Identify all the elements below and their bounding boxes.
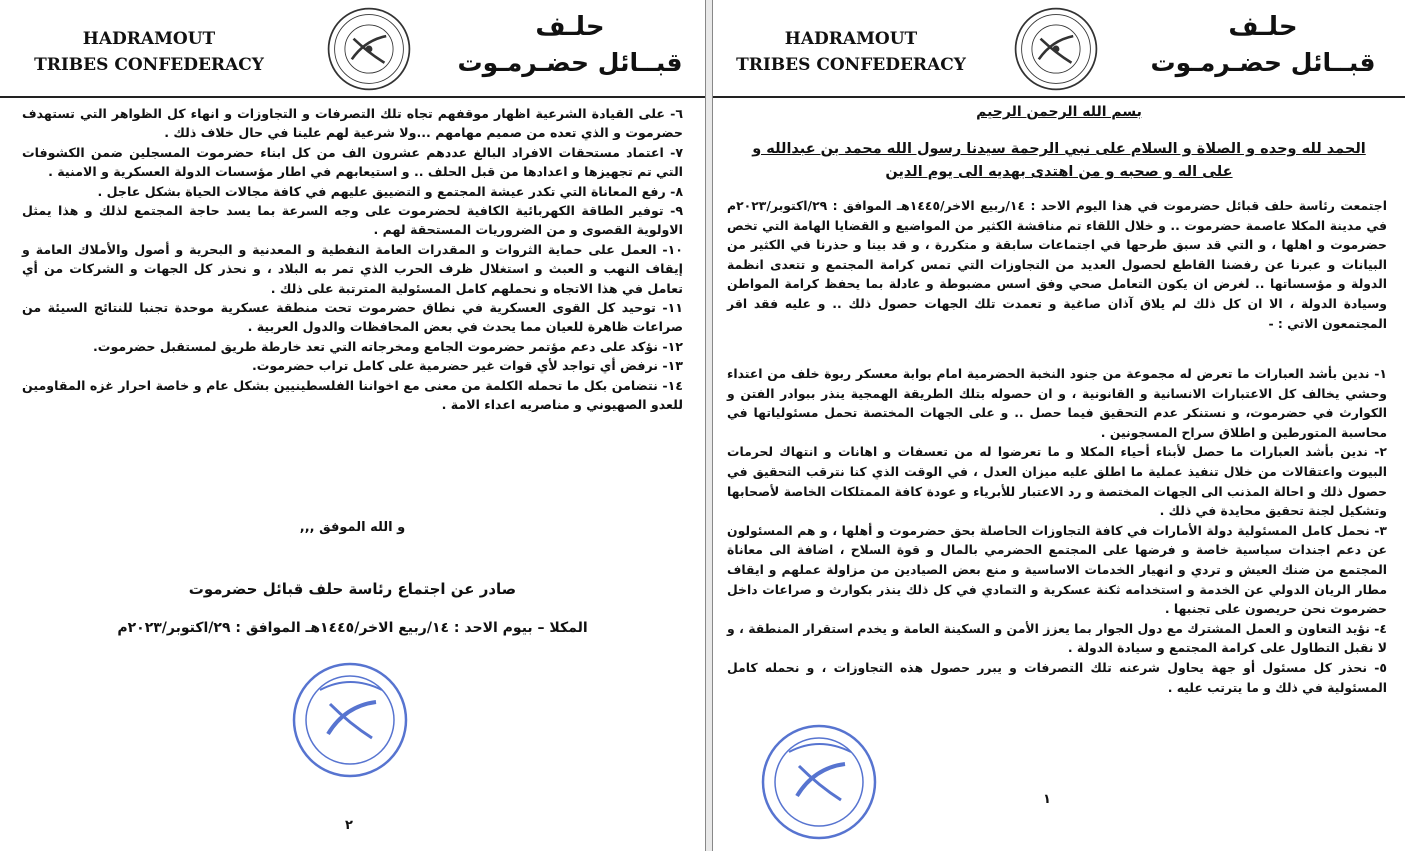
document-page-1: [712, 0, 1405, 851]
resolution-item-9: ٩- توفير الطاقة الكهربائية الكافية لحضرموت على وجه السرعة بما يسد حاجة المجتمع لذلك و هذا يمثل الاولوية القصوى و من الضروريات المستحقة لهم .: [22, 203, 683, 238]
resolution-item-1: ١- ندين بأشد العبارات ما تعرض له مجموعة من جنود النخبة الحضرمية امام بوابة معسكر ربوة خلف من اعتداء وحشي يخالف كل الاعتبارات الانسانية و القانونية ، و ان حصوله بتلك الطريقة الهمجية ينذر ببوادر الفتن و الكوارث في حضرموت، و نستنكر عدم التحقيق فيما حصل .. و على الجهات المختصة تحمل مسئولياتها في محاسبة المتورطين و اطلاق سراح المسجونين .: [727, 366, 1387, 440]
letterhead-arabic-line1: حلـف: [1228, 12, 1298, 42]
letterhead-arabic-line1: حلـف: [535, 12, 605, 42]
resolutions-list-continued: [22, 104, 683, 415]
resolution-item-10: ١٠- العمل على حماية الثروات و المقدرات العامة النفطية و المعدنية و البحرية و أصول والأملاك العامة و إيقاف النهب و العبث و استغلال ظرف الحرب الذي تمر به البلاد ، و نحذر كل الجهات و الشركات من أي تعامل في هذا الاتجاه و نحملهم كامل المسئولية المترتبة على ذلك .: [22, 241, 683, 296]
resolution-item-11: ١١- توحيد كل القوى العسكرية في نطاق حضرموت تحت منطقة عسكرية موحدة تجنبا للنتائج السيئة من صراعات ظاهرة للعيان مما يحدث في بعض المحافظات والدول العربية .: [22, 300, 683, 335]
confederacy-seal-icon: [326, 6, 412, 92]
resolution-item-13: ١٣- نرفض أي تواجد لأي قوات غير حضرمية على كامل تراب حضرموت.: [251, 358, 683, 374]
meeting-intro: اجتمعت رئاسة حلف قبائل حضرموت في هذا اليوم الاحد : ١٤/ربيع الاخر/١٤٤٥هـ الموافق : ٢٩/اكتوبر/٢٠٢٣م في مدينة المكلا عاصمة حضرموت .. و خلال اللقاء تم مناقشة الكثير من المواضيع و القضايا الهامة التي تخص حضرموت و اهلها ، و التي قد سبق طرحها في اجتماعات سابقة و متكررة ، و قد بينا و حذرنا في الكثير من البيانات و عبرنا عن رفضنا القاطع لحصول العديد من التجاوزات التي تمس كرامة المجتمع و تتعدى انظمة الدولة و مؤسساتها .. لغرض ان يكون التعامل صحي وفق اسس مضبوطة و عادلة بما يحفظ كرامة المواطن وسيادة الدولة ، الا ان كل ذلك لم يلاق آذان صاغية و تعمدت تلك الجهات حصول ذلك .. و عليه فقد اقر المجتمعون الاتي : -: [727, 198, 1387, 331]
page-number: ١: [1043, 792, 1051, 807]
resolution-item-8: ٨- رفع المعاناة التي تكدر عيشة المجتمع و التضييق عليهم في كافة مجالات الحياة بشكل عاجل .: [97, 183, 683, 199]
resolutions-list: [727, 364, 1387, 697]
letterhead: [0, 0, 705, 98]
page-number: ٢: [345, 818, 353, 833]
official-stamp-icon: [290, 660, 410, 780]
opening-praise: الحمد لله وحده و الصلاة و السلام على نبي الرحمة سيدنا رسول الله محمد بن عبدالله و على اله و صحبه و من اهتدى بهديه الى يوم الدين: [752, 141, 1366, 180]
letterhead-arabic-line2: قبــائل حضـرمـوت: [457, 48, 683, 77]
letterhead-english: HADRAMOUT TRIBES CONFEDERACY: [34, 29, 264, 75]
basmala: بسم الله الرحمن الرحيم: [976, 104, 1142, 120]
resolution-item-7: ٧- اعتماد مستحقات الافراد البالغ عددهم عشرون الف من كل ابناء حضرموت المسجلين ضمن الكشوفات التي تم تجهيزها و اعدادها من قبل الحلف .. و استيعابهم في اطار مؤسسات الدولة العسكرية و الامنية .: [22, 144, 683, 180]
resolution-item-3: ٣- نحمل كامل المسئولية دولة الأمارات في كافة التجاوزات الحاصلة بحق حضرموت و أهلها ، و هم المسئولون عن دعم اجندات سياسية خاصة و فرضها على المجتمع الحضرمي بالمال و قوة السلاح ، اضافة الى معاناة المجتمع من ضنك العيش و تردي و انهيار الخدمات الاساسية و منع بعض الصيادين من مزاولة عملهم و ايقاف مطار الريان الدولي عن الخدمة و استخدامه ثكنة عسكرية و التمادي في كل ذلك ينذر بكوارث و صراعات داخل حضرموت نحن حريصون على تجنبها .: [727, 522, 1387, 617]
resolution-item-12: ١٢- نؤكد على دعم مؤتمر حضرموت الجامع ومخرجاته التي تعد خارطة طريق لمستقبل حضرموت.: [93, 338, 683, 354]
issued-place-date: المكلا – بيوم الاحد : ١٤/ربيع الاخر/١٤٤٥هـ الموافق : ٢٩/اكتوبر/٢٠٢٣م: [117, 620, 588, 636]
resolution-item-6: ٦- على القيادة الشرعية اظهار موقفهم تجاه تلك التصرفات و التجاوزات و انهاء كل الظواهر التي تستهدف حضرموت و الذي تعده من صميم مهامهم ...ولا شرعية لهم علينا في حال خلاف ذلك .: [22, 106, 683, 141]
letterhead-english: HADRAMOUT TRIBES CONFEDERACY: [736, 29, 966, 75]
resolution-item-4: ٤- نؤيد التعاون و العمل المشترك مع دول الجوار بما يعزز الأمن و السكينة العامة و يخدم استقرار المنطقة ، و لا نقبل التطاول على كرامة المجتمع و سيادة الدولة .: [727, 620, 1387, 656]
resolution-item-14: ١٤- نتضامن بكل ما تحمله الكلمة من معنى مع اخواننا الفلسطينيين بشكل عام و خاصة احرار غزه المقاومين للعدو الصهيوني و مناصريه اعداء الامة .: [22, 377, 683, 413]
letterhead-arabic-line2: قبــائل حضـرمـوت: [1150, 48, 1376, 77]
letterhead: [713, 0, 1405, 98]
resolution-item-5: ٥- نحذر كل مسئول أو جهة يحاول شرعنه تلك التصرفات و يبرر حصول هذه التجاوزات ، و نحمله كامل المسئولية في ذلك و ما يترتب عليه .: [727, 659, 1387, 695]
closing-line: و الله الموفق ,,,: [299, 520, 406, 535]
resolution-item-2: ٢- ندين بأشد العبارات ما حصل لأبناء أحياء المكلا و ما تعرضوا له من تعسفات و اهانات و انتهاك لحرمات البيوت واعتقالات من خلال تنفيذ عملية ما اطلق عليه ميزان العدل ، في الوقت الذي كنا نترقب التحقيق في حصول ذلك و احالة المذنب الى الجهات المختصة و رد الاعتبار للأبرياء و عودة كافة الممتلكات الخاصة لأصحابها وتشكيل لجنة تحقيق محايدة في ذلك .: [727, 444, 1387, 519]
issued-by: صادر عن اجتماع رئاسة حلف قبائل حضرموت: [188, 580, 517, 598]
official-stamp-icon: [759, 722, 879, 842]
confederacy-seal-icon: [1013, 6, 1099, 92]
